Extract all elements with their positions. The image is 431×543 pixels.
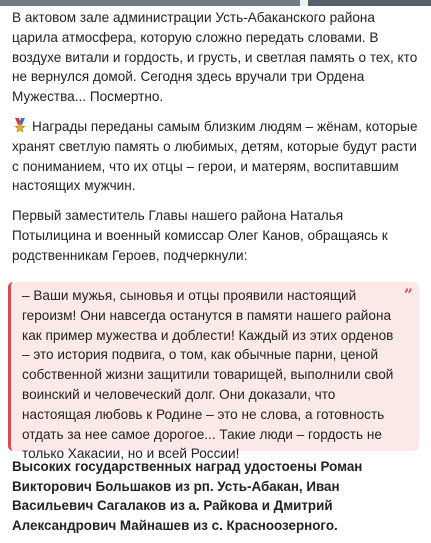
paragraph-awards-text: Награды переданы самым близким людям – жёнам, которые хранят светлую память о любимых, детям, которые будут расти с пониманием, что их отцы – герои, и матерям, воспитавшим настоящих мужчин. [12, 119, 418, 194]
paragraph-awards [12, 117, 418, 196]
photo-thumbnail[interactable] [308, 0, 431, 6]
medal-icon [12, 118, 28, 134]
photo-gap [300, 0, 308, 6]
media-strip[interactable] [0, 0, 431, 6]
blockquote [8, 282, 419, 462]
quote-mark-icon: ” [403, 285, 413, 304]
paragraph-intro: В актовом зале администрации Усть-Абаканского района царила атмосфера, которую сложно передать словами. В воздухе витали и гордость, и грусть, и светлая память о тех, кто не вернулся домой. Сегодня здесь вручали три Ордена Мужества... Посмертно. [12, 10, 418, 105]
paragraph-recipients: Высоких государственных наград удостоены Роман Викторович Большаков из рп. Усть-Абакан, Иван Васильевич Сагалаков из а. Райкова и Дмитрий Александрович Майнашев из с. Красноозерного. [12, 459, 363, 533]
paragraph-speakers: Первый заместитель Главы нашего района Наталья Потылицина и военный комиссар Олег Канов, обращаясь к родственникам Героев, подчеркнули: [12, 208, 388, 263]
photo-thumbnail[interactable] [0, 0, 300, 6]
quote-text: – Ваши мужья, сыновья и отцы проявили настоящий героизм! Они навсегда останутся в памяти нашего района как пример мужества и доблести! Каждый из этих орденов – это история подвига, о том, как обычные парни, ценой собственной жизни защитили товарищей, выполнили свой воинский и человеческий долг. Они доказали, что настоящая любовь к Родине – это не слова, а готовность отдать за нее самое дорогое... Такие люди – гордость не только Хакасии, но и всей России! [22, 288, 394, 462]
